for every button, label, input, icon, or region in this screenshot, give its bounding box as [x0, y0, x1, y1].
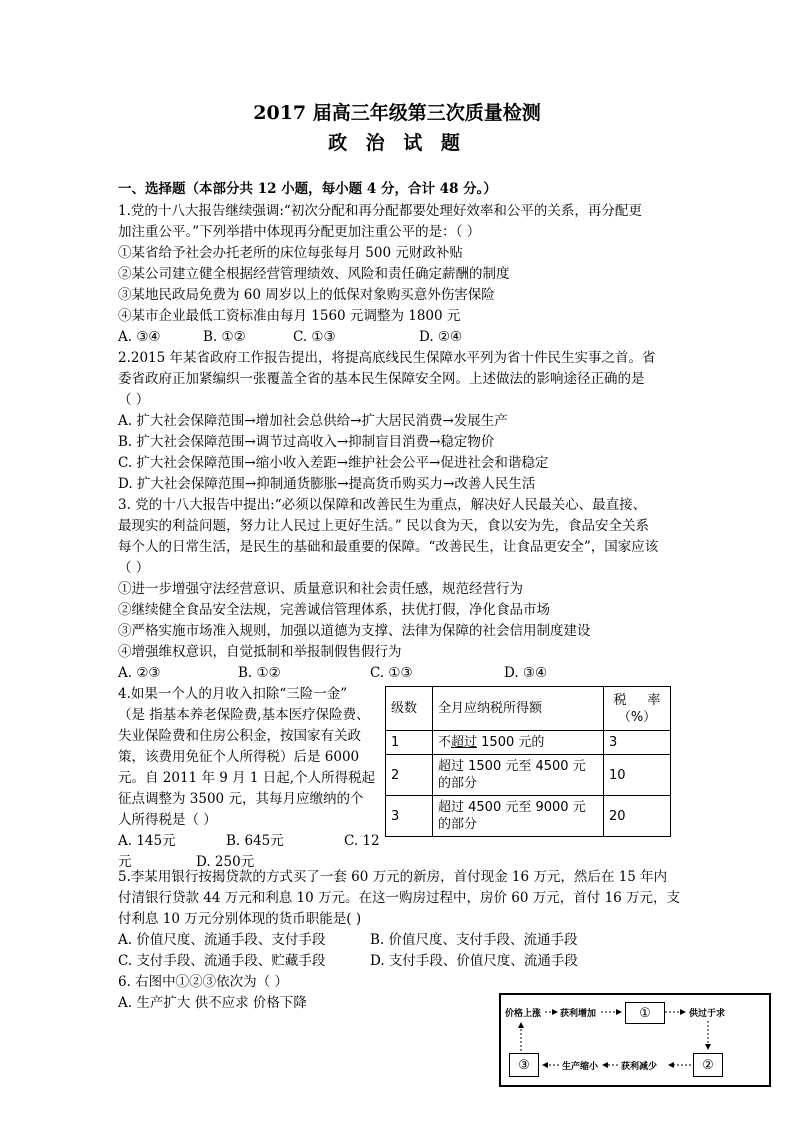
table-row: [386, 755, 671, 796]
q5-line: 付清银行贷款 44 万元和利息 10 万元。在这一购房过程中，房价 60 万元，首付 16 万元，支: [118, 890, 681, 906]
q5-option-c: C. 支付手段、流通手段、贮藏手段: [118, 953, 326, 969]
table-header-row: [386, 687, 671, 731]
row1-income-underlined: 超过: [451, 735, 478, 750]
q5-option-d: D. 支付手段、价值尺度、流通手段: [370, 953, 578, 969]
label-profit-up: 获利增加: [560, 1009, 597, 1019]
row1-income: [433, 731, 604, 755]
q4-line: 征点调整为 3500 元，其每月应缴纳的个: [118, 791, 364, 807]
q3-line: （ ）: [118, 560, 150, 576]
label-profit-down: 获利减少: [621, 1062, 658, 1072]
q6-line: 6. 右图中①②③依次为（ ）: [118, 974, 288, 990]
q4-line: 策，该费用免征个人所得税）后是 6000: [118, 749, 360, 765]
q5-options-row1: [118, 930, 578, 950]
q1-option-b: B. ①②: [203, 329, 246, 345]
q3-options: [118, 663, 547, 683]
q2-option-d: D. 扩大社会保障范围→抑制通货膨胀→提高货币购买力→改善人民生活: [118, 476, 536, 492]
q3-option-a: A. ②③: [118, 665, 161, 681]
q1-option-c: C. ①③: [293, 329, 336, 345]
q2-option-b: B. 扩大社会保障范围→调节过高收入→抑制盲目消费→稳定物价: [118, 434, 495, 450]
q4-options: [118, 831, 380, 851]
q3-line: 每个人的日常生活，是民生的基础和最重要的保障。“改善民生，让食品更安全”，国家应该: [118, 539, 659, 555]
q3-line: ④增强维权意识，自觉抵制和举报制假售假行为: [118, 644, 402, 660]
row2-income: 超过 1500 元至 4500 元的部分: [433, 755, 604, 796]
q1-line: 1.党的十八大报告继续强调:“初次分配和再分配都要处理好效率和公平的关系，再分配更: [118, 203, 642, 219]
exam-subtitle: 政 治 试 题: [328, 132, 466, 154]
header-rate: [604, 687, 671, 731]
section-heading: 一、选择题（本部分共 12 小题，每小题 4 分，合计 48 分。）: [118, 181, 497, 197]
header-income: 全月应纳税所得额: [433, 687, 604, 731]
q2-option-a: A. 扩大社会保障范围→增加社会总供给→扩大居民消费→发展生产: [118, 413, 508, 429]
table-row: [386, 796, 671, 837]
diagram-box-3: ③: [509, 1053, 539, 1077]
q4-option-d: D. 250元: [196, 854, 255, 870]
q5-option-a: A. 价值尺度、流通手段、支付手段: [118, 932, 326, 948]
row1-income-post: 1500 元的: [477, 735, 545, 750]
q6-option-a: A. 生产扩大 供不应求 价格下降: [118, 995, 307, 1011]
label-price-up: 价格上涨: [505, 1009, 542, 1019]
q5-line: 付利息 10 万元分别体现的货币职能是( ): [118, 911, 362, 927]
diagram-box-2: ②: [693, 1053, 723, 1077]
header-level: 级数: [386, 687, 433, 731]
q3-line: ②继续健全食品安全法规，完善诚信管理体系，扶优打假，净化食品市场: [118, 602, 550, 618]
label-production-down: 生产缩小: [562, 1062, 599, 1072]
q2-line: （ ）: [118, 392, 150, 408]
q5-options-row2: [118, 951, 578, 971]
q4-line: 元。自 2011 年 9 月 1 日起,个人所得税起: [118, 770, 376, 786]
q1-line: ④某市企业最低工资标准由每月 1560 元调整为 1800 元: [118, 308, 461, 324]
q1-line: ③某地民政局免费为 60 周岁以上的低保对象购买意外伤害保险: [118, 287, 495, 303]
row1-rate: 3: [604, 731, 671, 755]
q1-line: 加注重公平。”下列举措中体现再分配更加注重公平的是：（ ）: [118, 224, 481, 240]
q4-option-b: B. 645元: [226, 833, 284, 849]
q3-option-d: D. ③④: [504, 665, 548, 681]
q5-line: 5.李某用银行按揭贷款的方式买了一套 60 万元的新房，首付现金 16 万元，然后在 15 年内: [118, 869, 668, 885]
q3-line: 最现实的利益问题，努力让人民过上更好生活。” 民以食为天，食以安为先，食品安全关系: [118, 518, 649, 534]
q1-options: [118, 327, 462, 347]
exam-title: 2017 届高三年级第三次质量检测: [253, 102, 541, 124]
table-row: [386, 731, 671, 755]
diagram-box-1: ①: [625, 1002, 665, 1024]
header-rate-unit: （%）: [617, 709, 657, 725]
q5-option-b: B. 价值尺度、支付手段、流通手段: [370, 932, 578, 948]
q1-option-d: D. ②④: [419, 329, 463, 345]
q4-line: 4.如果一个人的月收入扣除“三险一金”: [118, 686, 348, 702]
market-cycle-diagram: [499, 993, 771, 1087]
q4-option-c-tail: 元: [118, 854, 132, 870]
row1-level: 1: [386, 731, 433, 755]
q4-line: （是 指基本养老保险费,基本医疗保险费、: [118, 707, 370, 723]
header-rate-label: 税 率: [613, 692, 661, 708]
q3-line: ③严格实施市场准入规则，加强以道德为支撑、法律为保障的社会信用制度建设: [118, 623, 591, 639]
q1-option-a: A. ③④: [118, 329, 161, 345]
q2-line: 委省政府正加紧编织一张覆盖全省的基本民生保障安全网。上述做法的影响途径正确的是: [118, 371, 645, 387]
row3-rate: 20: [604, 796, 671, 837]
row3-level: 3: [386, 796, 433, 837]
q4-line: 人所得税是（ ）: [118, 812, 217, 828]
tax-rate-table: [385, 686, 671, 837]
q4-option-a: A. 145元: [118, 833, 176, 849]
q1-line: ①某省给予社会办托老所的床位每张每月 500 元财政补贴: [118, 245, 463, 261]
row1-income-pre: 不: [438, 735, 452, 750]
q4-option-c: C. 12: [344, 833, 380, 849]
q2-line: 2.2015 年某省政府工作报告提出，将提高底线民生保障水平列为省十件民生实事之首。省: [118, 350, 656, 366]
q3-line: 3. 党的十八大报告中提出:“必须以保障和改善民生为重点，解决好人民最关心、最直接、: [118, 497, 647, 513]
q3-line: ①进一步增强守法经营意识、质量意识和社会责任感，规范经营行为: [118, 581, 523, 597]
q1-line: ②某公司建立健全根据经营管理绩效、风险和责任确定薪酬的制度: [118, 266, 510, 282]
row3-income: 超过 4500 元至 9000 元的部分: [433, 796, 604, 837]
row2-rate: 10: [604, 755, 671, 796]
row2-level: 2: [386, 755, 433, 796]
q4-line: 失业保险费和住房公积金，按国家有关政: [118, 728, 361, 744]
q2-option-c: C. 扩大社会保障范围→缩小收入差距→维护社会公平→促进社会和谐稳定: [118, 455, 549, 471]
label-supply-exceeds-demand: 供过于求: [689, 1009, 726, 1019]
q3-option-b: B. ①②: [238, 665, 281, 681]
q3-option-c: C. ①③: [370, 665, 413, 681]
